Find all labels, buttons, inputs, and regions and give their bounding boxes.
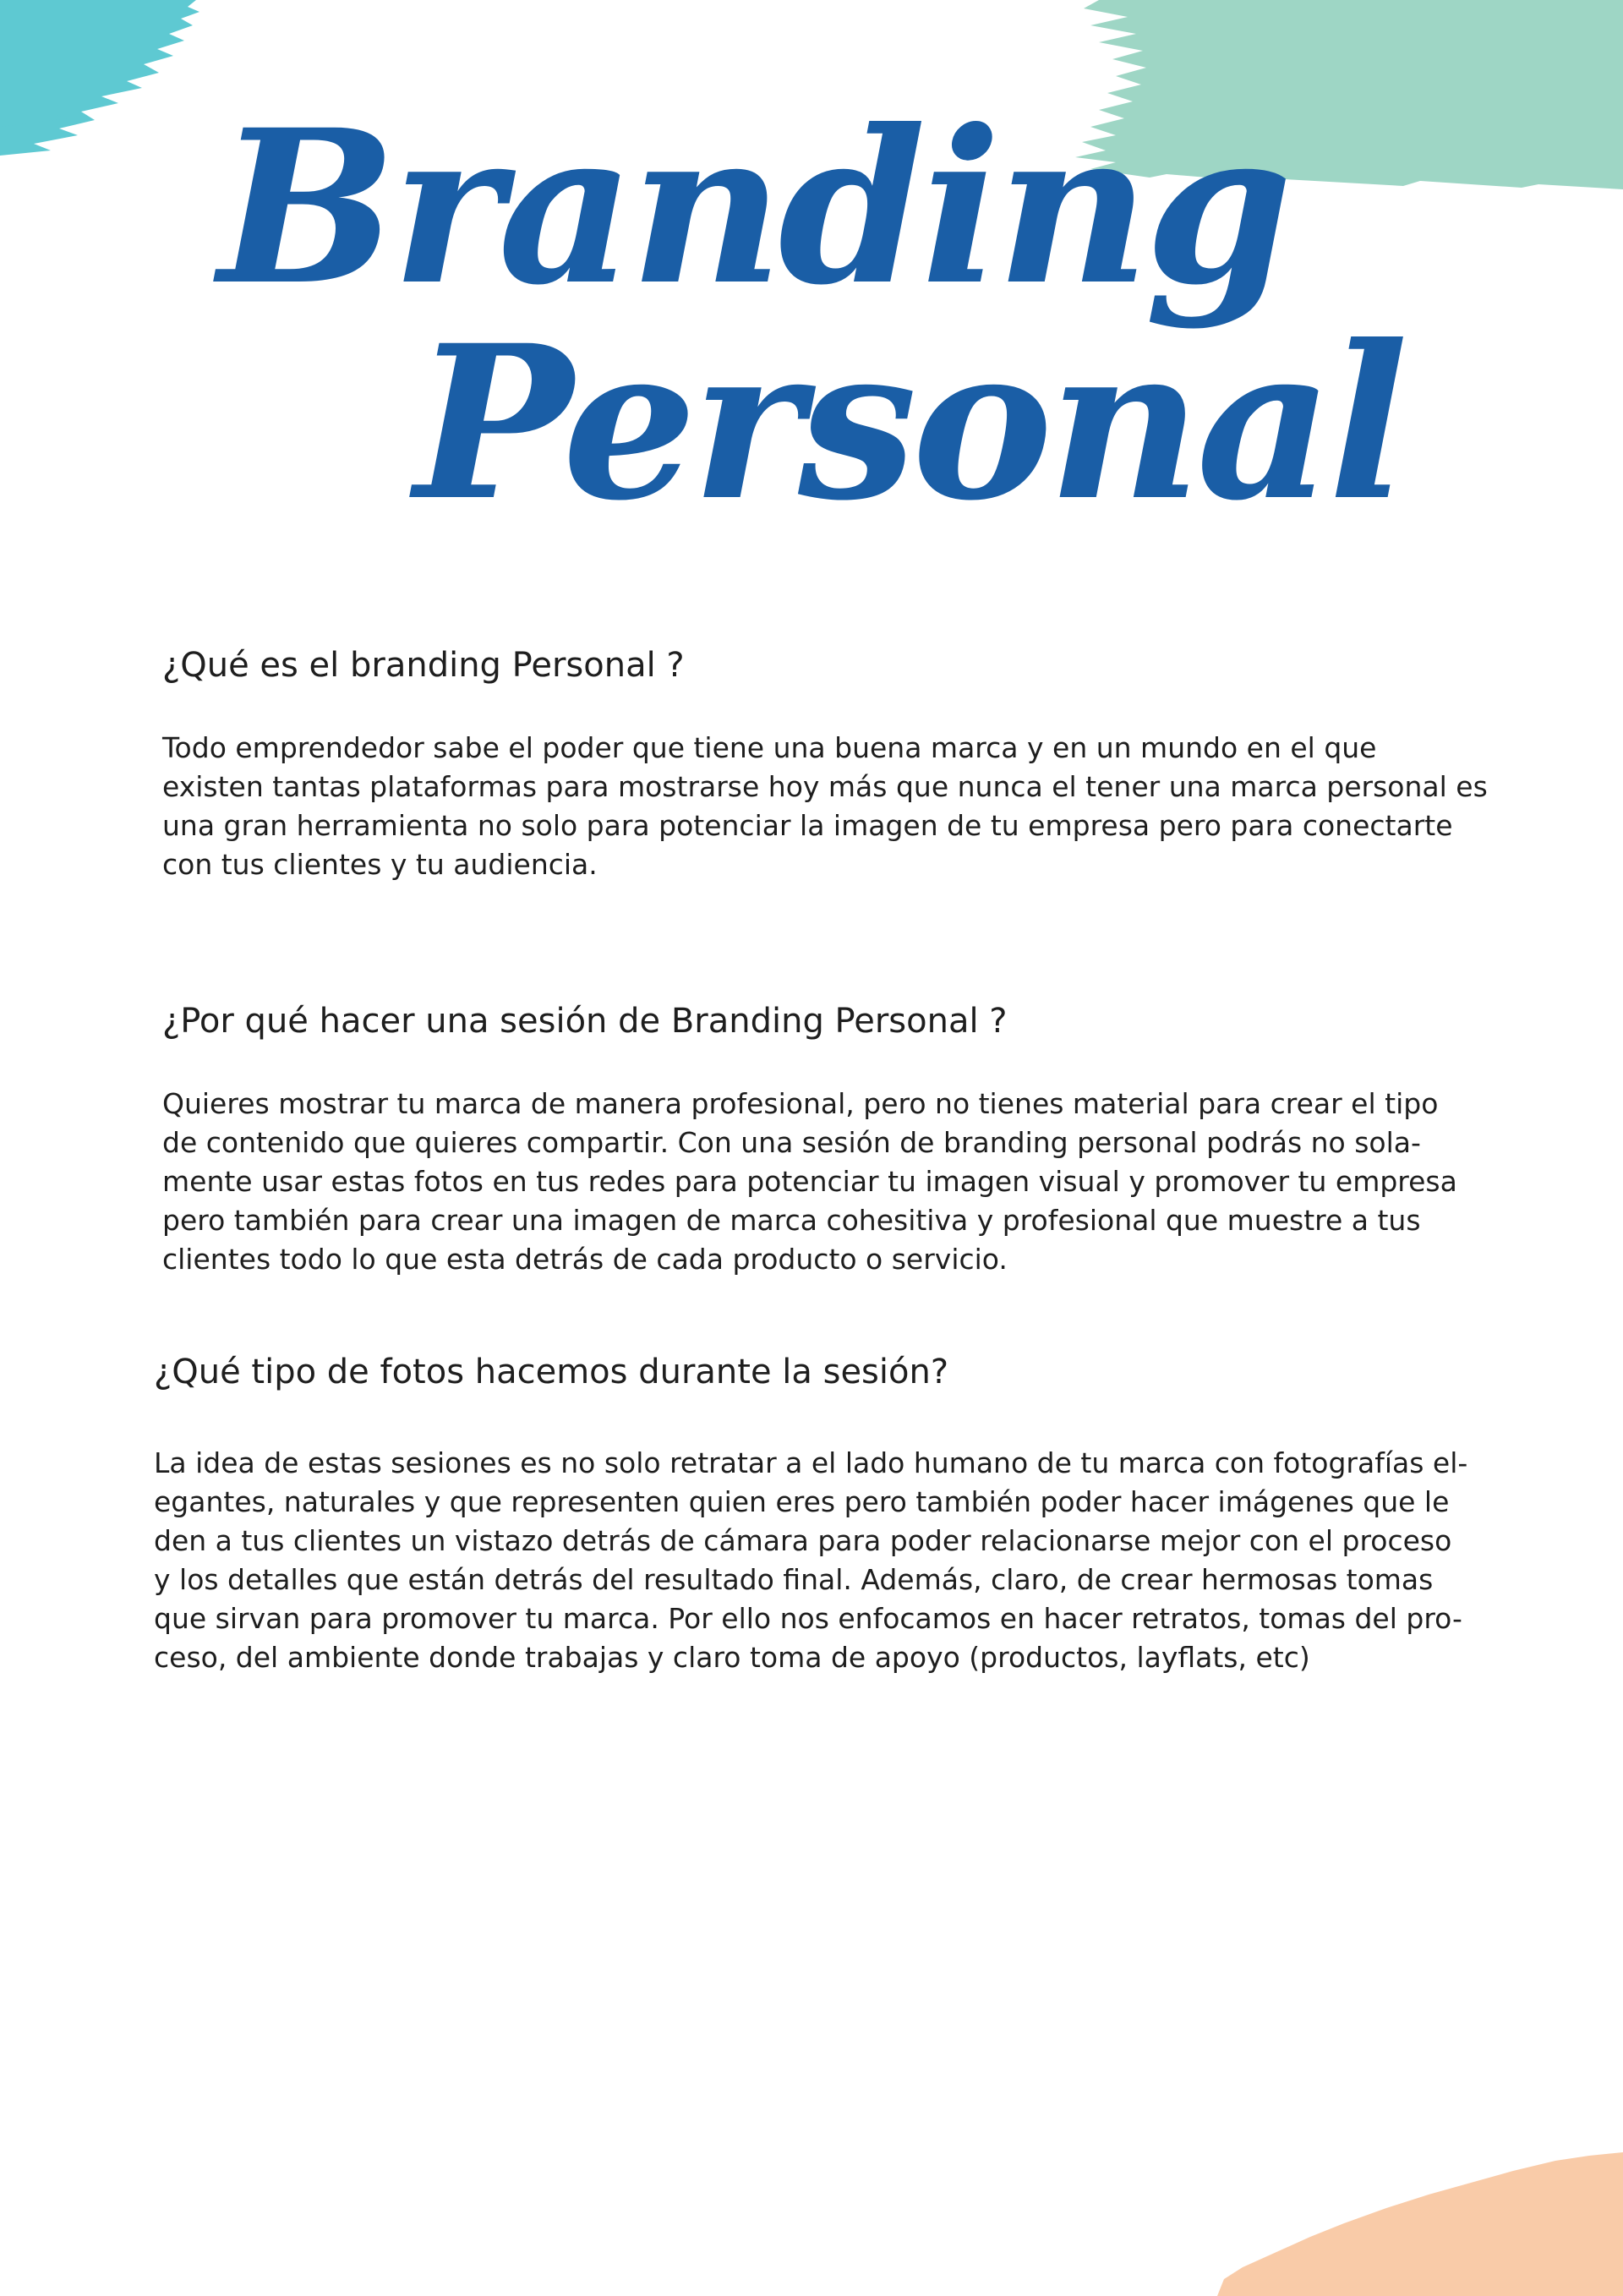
section-body: La idea de estas sesiones es no solo retratar a el lado humano de tu marca con fotografías el- egantes, naturales y que representen quien eres pero también poder hacer imágenes que le den a tus clientes un vistazo detrás de cámara para poder relacionarse mejor con el proceso y los detalles que están detrás del resultado final. Además, claro, de crear hermosas tomas que sirvan para promover tu marca. Por ello nos enfocamos en hacer retratos, tomas del pro- ceso, del ambiente donde trabajas y claro toma de apoyo (productos, layflats, etc) [154, 1446, 1468, 1674]
section-heading: ¿Qué tipo de fotos hacemos durante la sesión? [154, 1353, 949, 1391]
section-why-session [162, 1000, 1515, 1279]
document-title-line-1: Branding [218, 83, 1288, 331]
section-photo-types [154, 1351, 1506, 1677]
section-heading: ¿Por qué hacer una sesión de Branding Personal ? [162, 1002, 1008, 1041]
document-title-line-2: Personal [414, 298, 1404, 547]
section-body: Todo emprendedor sabe el poder que tiene una buena marca y en un mundo en el que existen tantas plataformas para mostrarse hoy más que nunca el tener una marca personal es una gran herramienta no solo para potenciar la imagen de tu empresa pero para conectarte con tus clientes y tu audiencia. [162, 731, 1488, 881]
section-body: Quieres mostrar tu marca de manera profesional, pero no tienes material para crear el tipo de contenido que quieres compartir. Con una sesión de branding personal podrás no sola- mente usar estas fotos en tus redes para potenciar tu imagen visual y promover tu empresa pero también para crear una imagen de marca cohesitiva y profesional que muestre a tus clientes todo lo que esta detrás de cada producto o servicio. [162, 1087, 1457, 1276]
section-heading: ¿Qué es el branding Personal ? [162, 646, 685, 685]
brush-stroke-peach [1217, 2152, 1623, 2296]
brush-stroke-teal [0, 0, 203, 161]
section-what-is-branding [162, 644, 1515, 884]
